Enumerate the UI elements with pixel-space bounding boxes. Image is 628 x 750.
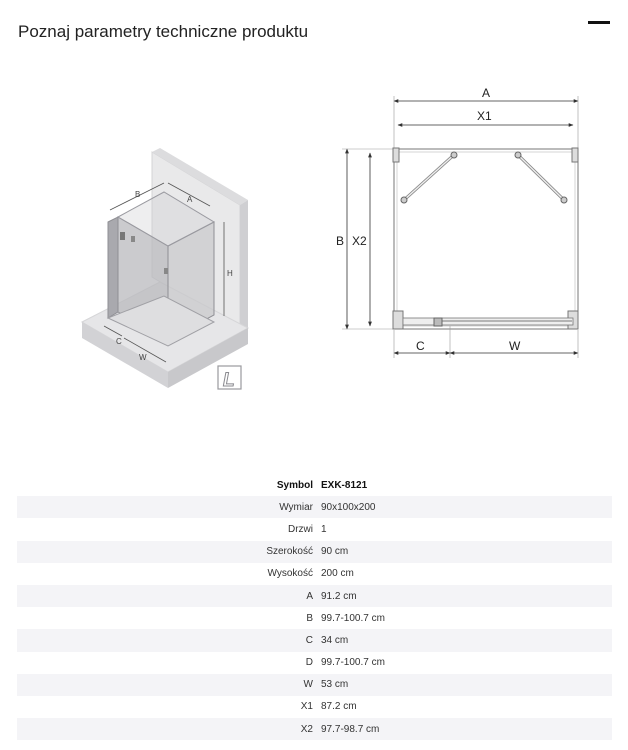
- plan-label-c: C: [416, 339, 425, 353]
- spec-key: X2: [17, 718, 317, 740]
- spec-key: C: [17, 629, 317, 651]
- spec-value: 99.7-100.7 cm: [321, 612, 385, 624]
- plan-diagram: [336, 86, 578, 358]
- spec-row: [17, 607, 612, 629]
- spec-key: A: [17, 585, 317, 607]
- spec-value: 99.7-100.7 cm: [321, 657, 385, 669]
- specs-header-row: [17, 474, 612, 496]
- orientation-badge-letter: L: [223, 370, 235, 391]
- spec-row: [17, 585, 612, 607]
- plan-label-x2: X2: [352, 234, 367, 248]
- spec-value: 53 cm: [317, 674, 612, 696]
- spec-key: X1: [300, 701, 313, 713]
- iso-label-h: H: [227, 269, 233, 278]
- spec-value: 90x100x200: [317, 496, 612, 518]
- plan-label-x1: X1: [477, 109, 492, 123]
- spec-value: 97.7-98.7 cm: [317, 718, 612, 740]
- spec-key: Wysokość: [267, 568, 313, 580]
- iso-label-b: B: [135, 190, 141, 199]
- spec-key: Symbol: [276, 479, 313, 491]
- spec-row: [17, 563, 612, 585]
- spec-key: B: [306, 612, 313, 624]
- spec-value: 200 cm: [321, 568, 354, 580]
- spec-value: EXK-8121: [321, 479, 368, 491]
- spec-row: [17, 496, 612, 518]
- spec-row: [17, 629, 612, 651]
- section-title: Poznaj parametry techniczne produktu: [18, 22, 309, 41]
- spec-key: Szerokość: [17, 541, 317, 563]
- spec-key: Wymiar: [17, 496, 317, 518]
- spec-value: 1: [321, 523, 327, 535]
- plan-label-w: W: [509, 339, 521, 353]
- iso-label-a: A: [187, 195, 193, 204]
- spec-row: [17, 652, 612, 674]
- spec-row: [17, 696, 612, 718]
- spec-key: W: [17, 674, 317, 696]
- spec-value: 91.2 cm: [317, 585, 612, 607]
- spec-row: [17, 518, 612, 540]
- spec-value: 90 cm: [317, 541, 612, 563]
- spec-row: [17, 718, 612, 740]
- spec-key: D: [305, 657, 313, 669]
- spec-value: 34 cm: [317, 629, 612, 651]
- iso-label-c: C: [116, 337, 122, 346]
- iso-label-w: W: [139, 353, 147, 362]
- specs-table: [17, 474, 612, 740]
- spec-key: Drzwi: [288, 523, 313, 535]
- plan-label-b: B: [336, 234, 345, 248]
- spec-row: [17, 674, 612, 696]
- spec-row: [17, 541, 612, 563]
- isometric-diagram: [82, 148, 248, 391]
- spec-value: 87.2 cm: [321, 701, 357, 713]
- plan-label-a: A: [482, 86, 491, 100]
